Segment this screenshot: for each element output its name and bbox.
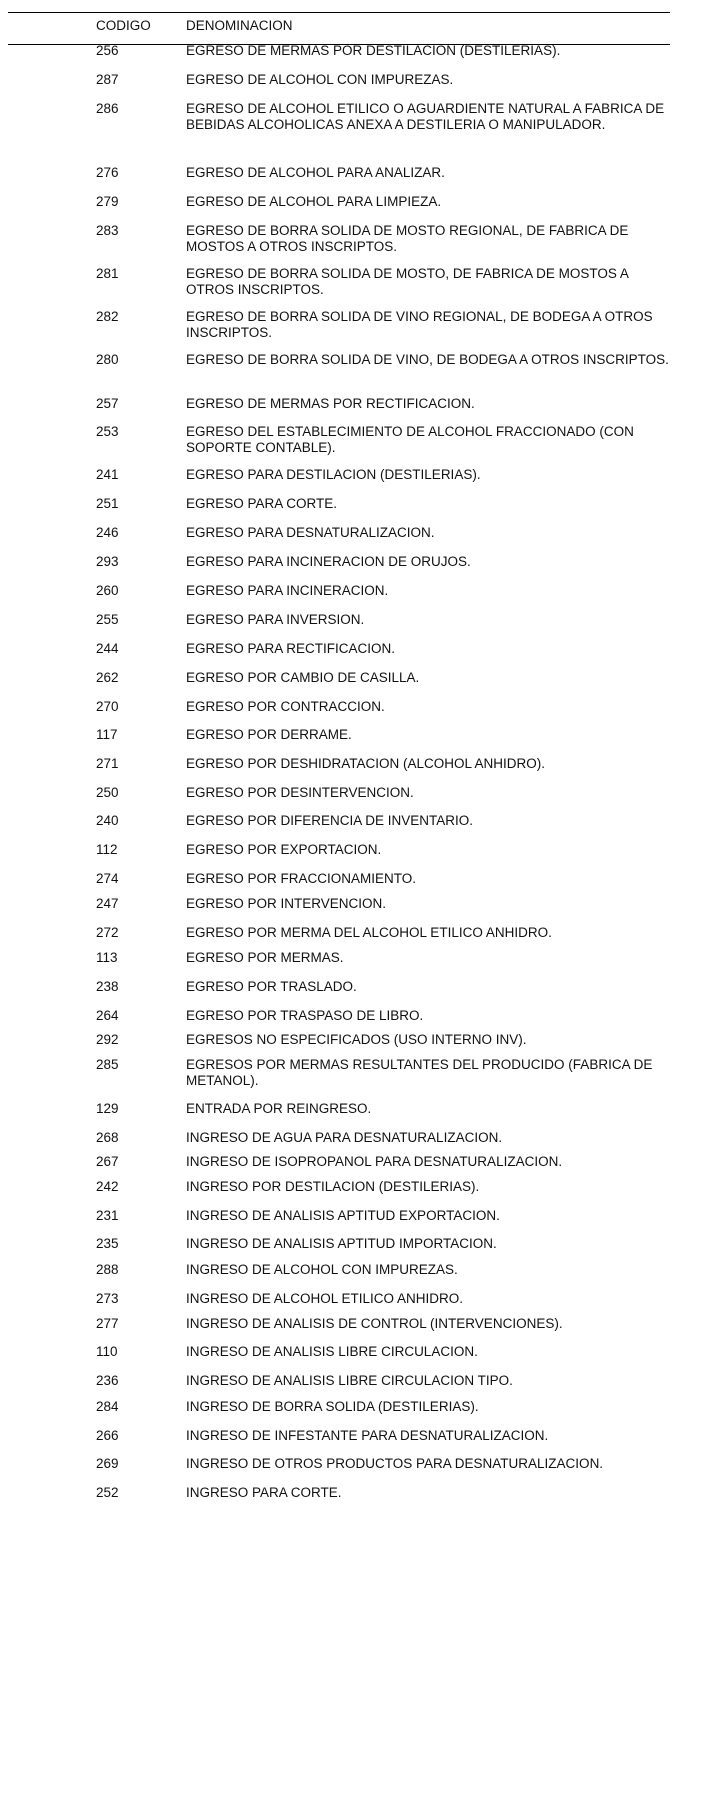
row-name: EGRESO POR FRACCIONAMIENTO. [186,871,417,886]
row-code: 240 [96,813,119,828]
row-code: 292 [96,1032,119,1047]
row-code: 273 [96,1291,119,1306]
row-code: 264 [96,1008,119,1023]
row-code: 110 [96,1344,118,1359]
row-name: EGRESO DE ALCOHOL PARA ANALIZAR. [186,165,445,180]
row-code: 242 [96,1179,119,1194]
row-code: 285 [96,1057,119,1072]
row-name: INGRESO POR DESTILACION (DESTILERIAS). [186,1179,480,1194]
row-code: 236 [96,1373,119,1388]
row-code: 293 [96,554,119,569]
row-name: EGRESOS NO ESPECIFICADOS (USO INTERNO INV). [186,1032,527,1047]
row-code: 276 [96,165,119,180]
row-name: EGRESO PARA INVERSION. [186,612,365,627]
row-code: 277 [96,1316,119,1331]
row-name: INGRESO DE OTROS PRODUCTOS PARA DESNATURALIZACION. [186,1456,604,1471]
row-name: INGRESO DE ANALISIS LIBRE CIRCULACION TIPO. [186,1373,513,1388]
row-name: EGRESO POR TRASPASO DE LIBRO. [186,1008,424,1023]
row-name: EGRESO POR INTERVENCION. [186,896,387,911]
row-code: 256 [96,43,119,58]
row-name: INGRESO DE ANALISIS LIBRE CIRCULACION. [186,1344,478,1359]
row-code: 281 [96,266,119,281]
row-name: ENTRADA POR REINGRESO. [186,1101,372,1116]
row-name: EGRESO PARA INCINERACION DE ORUJOS. [186,554,471,569]
codes-table [8,12,670,1500]
row-code: 247 [96,896,119,911]
header-name: DENOMINACION [186,18,293,33]
header-code: CODIGO [96,18,151,33]
row-name: EGRESO POR MERMAS. [186,950,344,965]
row-code: 246 [96,525,119,540]
row-code: 112 [96,842,118,857]
row-code: 255 [96,612,119,627]
row-code: 252 [96,1485,119,1500]
row-code: 280 [96,352,119,367]
row-code: 260 [96,583,119,598]
row-name: EGRESO POR MERMA DEL ALCOHOL ETILICO ANHIDRO. [186,925,552,940]
row-name: INGRESO DE ALCOHOL CON IMPUREZAS. [186,1262,458,1277]
row-code: 279 [96,194,119,209]
row-name: INGRESO DE INFESTANTE PARA DESNATURALIZACION. [186,1428,549,1443]
row-code: 268 [96,1130,119,1145]
row-name: INGRESO DE ANALISIS APTITUD IMPORTACION. [186,1236,497,1251]
row-name: EGRESO PARA INCINERACION. [186,583,389,598]
row-code: 267 [96,1154,119,1169]
row-name: INGRESO DE ANALISIS DE CONTROL (INTERVENCIONES). [186,1316,563,1331]
row-name: EGRESO PARA DESTILACION (DESTILERIAS). [186,467,481,482]
row-code: 287 [96,72,119,87]
row-code: 283 [96,223,119,238]
row-name: EGRESO POR CONTRACCION. [186,699,385,714]
row-name: EGRESO PARA DESNATURALIZACION. [186,525,435,540]
row-name: EGRESO POR DESHIDRATACION (ALCOHOL ANHIDRO). [186,756,546,771]
row-code: 288 [96,1262,119,1277]
row-name: EGRESO DE BORRA SOLIDA DE MOSTO, DE FABRICA DE MOSTOS A OTROS INSCRIPTOS. [186,266,629,297]
row-name: EGRESO DE MERMAS POR RECTIFICACION. [186,396,475,411]
row-code: 253 [96,424,119,439]
row-name: INGRESO DE ISOPROPANOL PARA DESNATURALIZACION. [186,1154,563,1169]
row-name: INGRESO DE ALCOHOL ETILICO ANHIDRO. [186,1291,464,1306]
row-code: 244 [96,641,119,656]
row-code: 266 [96,1428,119,1443]
row-name: EGRESO DE ALCOHOL ETILICO O AGUARDIENTE NATURAL A FABRICA DE BEBIDAS ALCOHOLICAS ANEXA A DESTILERIA O MANIPULADOR. [186,101,665,132]
row-name: INGRESO DE ANALISIS APTITUD EXPORTACION. [186,1208,500,1223]
row-name: EGRESO PARA CORTE. [186,496,338,511]
table-header [8,12,670,45]
row-code: 257 [96,396,119,411]
row-name: EGRESO POR DERRAME. [186,727,352,742]
row-name: EGRESO POR EXPORTACION. [186,842,382,857]
row-code: 282 [96,309,119,324]
row-name: EGRESO DE ALCOHOL CON IMPUREZAS. [186,72,454,87]
row-code: 274 [96,871,119,886]
row-code: 272 [96,925,119,940]
row-code: 269 [96,1456,119,1471]
row-code: 129 [96,1101,119,1116]
row-name: EGRESO POR TRASLADO. [186,979,357,994]
row-code: 231 [96,1208,119,1223]
row-name: EGRESO DE BORRA SOLIDA DE VINO REGIONAL, DE BODEGA A OTROS INSCRIPTOS. [186,309,653,340]
row-code: 262 [96,670,119,685]
row-code: 238 [96,979,119,994]
row-code: 251 [96,496,119,511]
row-name: EGRESOS POR MERMAS RESULTANTES DEL PRODUCIDO (FABRICA DE METANOL). [186,1057,653,1088]
row-code: 286 [96,101,119,116]
row-name: INGRESO PARA CORTE. [186,1485,342,1500]
row-code: 117 [96,727,118,742]
row-name: EGRESO POR DESINTERVENCION. [186,785,414,800]
row-code: 241 [96,467,119,482]
row-name: EGRESO DEL ESTABLECIMIENTO DE ALCOHOL FRACCIONADO (CON SOPORTE CONTABLE). [186,424,634,455]
row-code: 271 [96,756,119,771]
row-code: 113 [96,950,118,965]
row-name: EGRESO PARA RECTIFICACION. [186,641,396,656]
row-name: EGRESO POR CAMBIO DE CASILLA. [186,670,420,685]
row-name: INGRESO DE AGUA PARA DESNATURALIZACION. [186,1130,503,1145]
row-code: 284 [96,1399,119,1414]
row-code: 250 [96,785,119,800]
row-name: INGRESO DE BORRA SOLIDA (DESTILERIAS). [186,1399,479,1414]
row-code: 235 [96,1236,119,1251]
row-name: EGRESO DE ALCOHOL PARA LIMPIEZA. [186,194,442,209]
row-name: EGRESO DE MERMAS POR DESTILACION (DESTILERIAS). [186,43,561,58]
row-name: EGRESO DE BORRA SOLIDA DE VINO, DE BODEGA A OTROS INSCRIPTOS. [186,352,669,367]
row-name: EGRESO POR DIFERENCIA DE INVENTARIO. [186,813,474,828]
row-code: 270 [96,699,119,714]
row-name: EGRESO DE BORRA SOLIDA DE MOSTO REGIONAL, DE FABRICA DE MOSTOS A OTROS INSCRIPTOS. [186,223,629,254]
